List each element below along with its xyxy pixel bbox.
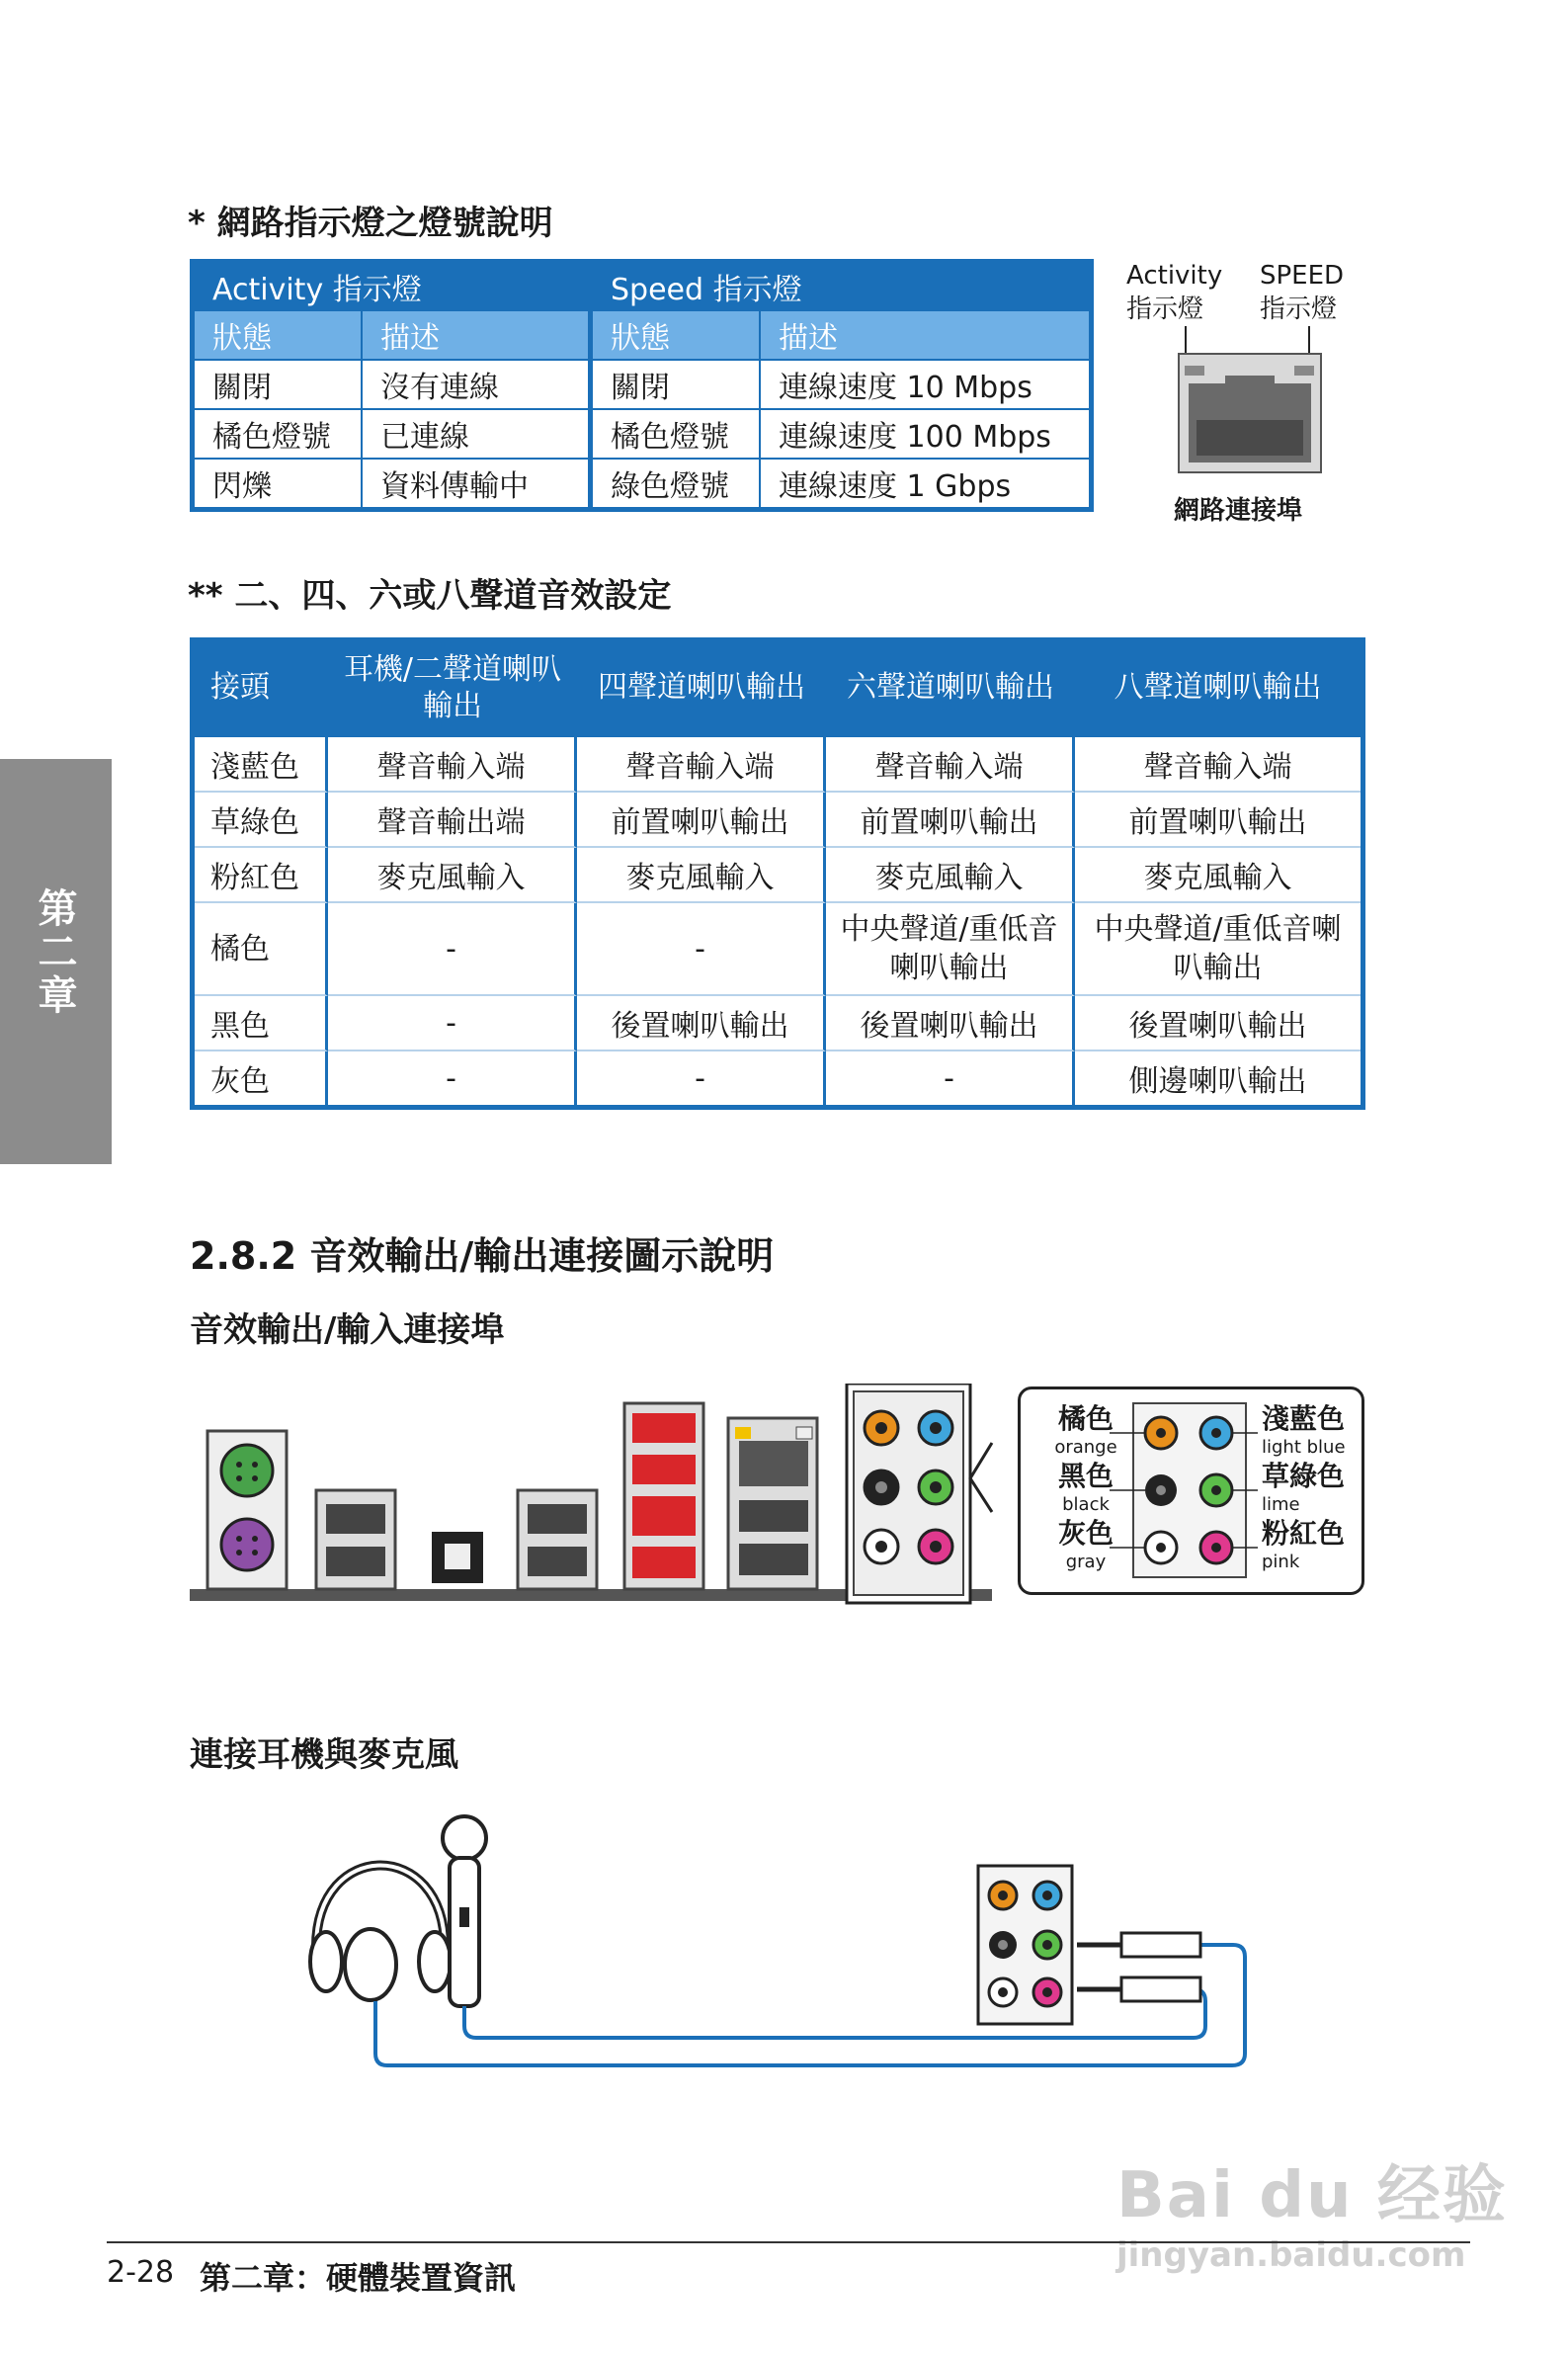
ps2-ports-icon <box>207 1431 287 1589</box>
section-282-title: 2.8.2 音效輸出/輸出連接圖示說明 <box>190 1234 775 1278</box>
cell: 麥克風輸入 <box>826 848 1075 903</box>
cell: 關閉 <box>593 361 761 410</box>
headphone-mic-diagram <box>296 1799 1284 2095</box>
gray-jack-label <box>1050 1512 1121 1572</box>
col-state: 狀態 <box>593 311 761 361</box>
table-row <box>195 410 1089 460</box>
gray-zh: 灰色 <box>1057 1517 1114 1550</box>
orange-en: orange <box>1054 1437 1117 1458</box>
header-cell: 四聲道喇叭輸出 <box>577 642 826 737</box>
cell: 後置喇叭輸出 <box>826 996 1075 1051</box>
table-row <box>195 793 1361 848</box>
lime-zh: 草綠色 <box>1262 1460 1346 1492</box>
header-cell: 耳機/二聲道喇叭輸出 <box>328 642 577 737</box>
lan-usb-ports-icon <box>728 1418 817 1589</box>
orange-zh: 橘色 <box>1057 1402 1114 1435</box>
cell: 橘色燈號 <box>593 410 761 460</box>
usb-ports-icon <box>316 1490 395 1589</box>
jack-legend-callout <box>1018 1387 1364 1595</box>
header-cell: 接頭 <box>195 642 328 737</box>
cell: 資料傳輸中 <box>363 460 593 507</box>
cell: 後置喇叭輸出 <box>1075 996 1361 1051</box>
cell: - <box>328 996 577 1051</box>
table-row <box>195 996 1361 1051</box>
table-row <box>195 848 1361 903</box>
lightblue-en: light blue <box>1262 1437 1346 1458</box>
cell: 淺藍色 <box>195 737 328 793</box>
audio-section-title: ** 二、四、六或八聲道音效設定 <box>188 576 672 616</box>
cell: 灰色 <box>195 1051 328 1105</box>
cell: 閃爍 <box>195 460 363 507</box>
microphone-icon <box>443 1816 486 2006</box>
cell: 已連線 <box>363 410 593 460</box>
lightblue-zh: 淺藍色 <box>1262 1402 1346 1435</box>
cell: 關閉 <box>195 361 363 410</box>
lime-jack-label <box>1262 1455 1345 1515</box>
audio-channel-table <box>190 637 1365 1110</box>
cell: 聲音輸入端 <box>577 737 826 793</box>
pink-zh: 粉紅色 <box>1262 1517 1346 1550</box>
lan-port-caption: 網路連接埠 <box>1174 496 1303 526</box>
cell: 聲音輸入端 <box>1075 737 1361 793</box>
led-section-title: * 網路指示燈之燈號說明 <box>188 204 553 243</box>
usb3-esata-ports-icon <box>624 1403 703 1589</box>
cell: 連線速度 1 Gbps <box>779 469 1012 504</box>
audio-jacks-icon <box>847 1384 970 1603</box>
headphone-icon <box>310 1866 451 2001</box>
cell: 前置喇叭輸出 <box>826 793 1075 848</box>
audio-jacks-icon <box>978 1866 1072 2024</box>
lightblue-jack-label <box>1262 1397 1346 1458</box>
activity-label-en: Activity <box>1126 261 1223 291</box>
table-row <box>195 903 1361 996</box>
cell: 橘色燈號 <box>195 410 363 460</box>
cell: - <box>328 903 577 996</box>
speed-led-label <box>1260 259 1344 326</box>
header-cell: 六聲道喇叭輸出 <box>826 642 1075 737</box>
cell: 麥克風輸入 <box>577 848 826 903</box>
pink-en: pink <box>1262 1552 1300 1572</box>
cell: 聲音輸入端 <box>826 737 1075 793</box>
cell: - <box>328 1051 577 1105</box>
cell: - <box>577 1051 826 1105</box>
cell: 粉紅色 <box>195 848 328 903</box>
cell: 綠色燈號 <box>593 460 761 507</box>
cell: 中央聲道/重低音喇叭輸出 <box>826 903 1075 996</box>
header-cell: 八聲道喇叭輸出 <box>1075 642 1361 737</box>
audio-plug-icon <box>1077 1933 1200 1957</box>
activity-label-zh: 指示燈 <box>1126 294 1204 324</box>
orange-jack-label <box>1050 1397 1121 1458</box>
cell: - <box>577 903 826 996</box>
section-282-subtitle: 音效輸出/輸入連接埠 <box>190 1310 505 1350</box>
activity-header: Activity 指示燈 <box>195 264 593 311</box>
black-en: black <box>1062 1494 1110 1515</box>
rear-io-panel <box>190 1384 1000 1611</box>
cell: 黑色 <box>195 996 328 1051</box>
led-indicator-table <box>190 259 1094 512</box>
page-number: 2-28 <box>107 2255 175 2290</box>
cell: - <box>826 1051 1075 1105</box>
audio-table-header <box>195 642 1361 737</box>
speed-header: Speed 指示燈 <box>593 264 1089 311</box>
lan-port-icon <box>1171 326 1339 484</box>
table-row <box>195 361 1089 410</box>
headphone-section-title: 連接耳機與麥克風 <box>190 1735 458 1775</box>
speed-label-en: SPEED <box>1260 261 1345 291</box>
activity-led-label <box>1126 259 1222 326</box>
led-table-group-header <box>195 264 1089 311</box>
table-row <box>195 1051 1361 1105</box>
col-desc: 描述 <box>761 311 1089 361</box>
gray-en: gray <box>1065 1552 1107 1572</box>
cell: 側邊喇叭輸出 <box>1128 1064 1307 1099</box>
black-zh: 黑色 <box>1057 1460 1114 1492</box>
table-row <box>195 460 1089 507</box>
lime-en: lime <box>1262 1494 1300 1515</box>
footer-chapter-title: 第二章：硬體裝置資訊 <box>200 2259 517 2297</box>
cell: 前置喇叭輸出 <box>1075 793 1361 848</box>
cell: 聲音輸入端 <box>328 737 577 793</box>
black-jack-label <box>1050 1455 1121 1515</box>
baidu-watermark-url: jingyan.baidu.com <box>1116 2235 1466 2275</box>
cell: 麥克風輸入 <box>328 848 577 903</box>
chapter-side-tab <box>0 759 112 1164</box>
cell: 橘色 <box>195 903 328 996</box>
cell: 連線速度 10 Mbps <box>761 361 1089 410</box>
cell: 草綠色 <box>195 793 328 848</box>
audio-plug-icon <box>1077 1977 1200 2001</box>
led-table-col-header <box>195 311 1089 361</box>
baidu-watermark: Bai du 经验 <box>1116 2159 1508 2232</box>
speed-label-zh: 指示燈 <box>1260 294 1338 324</box>
usb-ports-icon <box>518 1490 597 1589</box>
cell: 前置喇叭輸出 <box>577 793 826 848</box>
cell: 麥克風輸入 <box>1075 848 1361 903</box>
col-state: 狀態 <box>195 311 363 361</box>
chapter-tab-label: 第二章 <box>32 887 77 1018</box>
cell: 聲音輸出端 <box>328 793 577 848</box>
optical-spdif-icon <box>432 1532 483 1583</box>
cell: 沒有連線 <box>363 361 593 410</box>
cell: 後置喇叭輸出 <box>577 996 826 1051</box>
table-row <box>195 737 1361 793</box>
pink-jack-label <box>1262 1512 1345 1572</box>
cell: 中央聲道/重低音喇叭輸出 <box>1075 903 1361 996</box>
col-desc: 描述 <box>363 311 593 361</box>
footer-divider <box>107 2241 1470 2243</box>
cell: 連線速度 100 Mbps <box>761 410 1089 460</box>
